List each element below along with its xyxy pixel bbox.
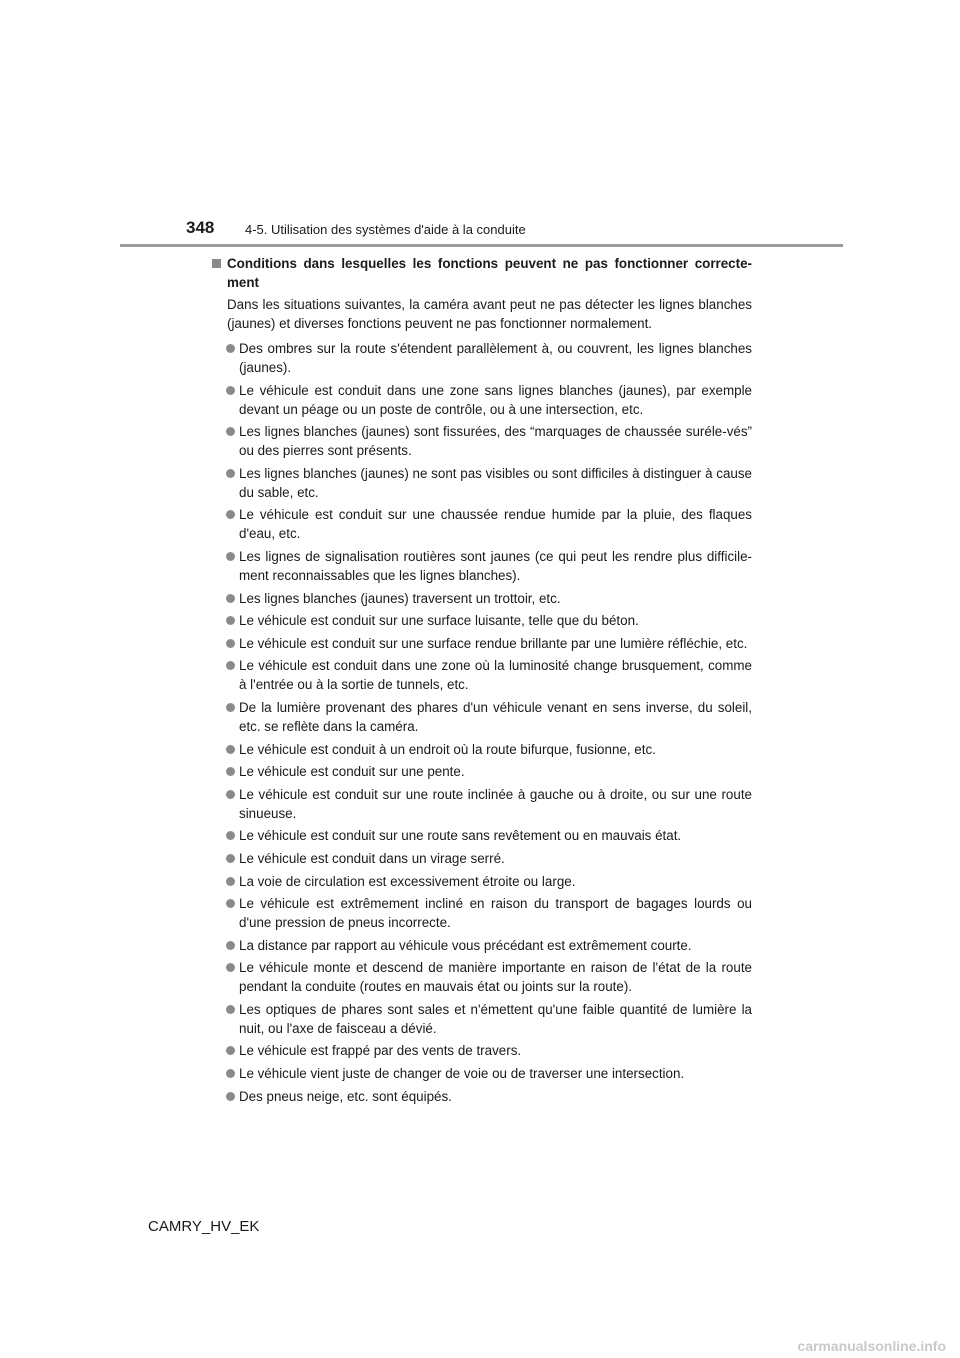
round-bullet-icon	[226, 767, 235, 776]
round-bullet-icon	[226, 941, 235, 950]
section-heading	[212, 254, 752, 292]
round-bullet-icon	[226, 661, 235, 670]
list-item-text: De la lumière provenant des phares d'un véhicule venant en sens inverse, du soleil, etc. se reflète dans la caméra.	[239, 699, 752, 734]
round-bullet-icon	[226, 427, 235, 436]
list-item	[212, 611, 752, 630]
page-number: 348	[186, 218, 215, 237]
list-item	[212, 762, 752, 781]
section-title: 4-5. Utilisation des systèmes d'aide à la conduite	[245, 222, 526, 237]
list-item-text: Le véhicule est conduit sur une route sans revêtement ou en mauvais état.	[239, 828, 682, 844]
list-item	[212, 785, 752, 823]
list-item-text: Les optiques de phares sont sales et n'émettent qu'une faible quantité de lumière la nuit, ou l'axe de faisceau a dévié.	[239, 1001, 752, 1036]
list-item-text: Le véhicule vient juste de changer de voie ou de traverser une intersection.	[239, 1066, 685, 1082]
list-item	[212, 656, 752, 694]
list-item-text: Le véhicule est extrêmement incliné en raison du transport de bagages lourds ou d'une pression de pneus incorrecte.	[239, 896, 752, 931]
list-item	[212, 381, 752, 419]
list-item-text: Le véhicule est conduit dans une zone sans lignes blanches (jaunes), par exemple devant un péage ou un poste de contrôle, ou à une intersection, etc.	[239, 382, 752, 417]
round-bullet-icon	[226, 616, 235, 625]
list-item-text: Le véhicule est conduit dans une zone où la luminosité change brusquement, comme à l'entrée ou à la sortie de tunnels, etc.	[239, 658, 752, 693]
round-bullet-icon	[226, 1005, 235, 1014]
round-bullet-icon	[226, 831, 235, 840]
list-item	[212, 464, 752, 502]
list-item-text: Le véhicule est conduit sur une chaussée rendue humide par la pluie, des flaques d'eau, etc.	[239, 507, 752, 542]
list-item-text: Les lignes blanches (jaunes) traversent un trottoir, etc.	[239, 590, 561, 606]
round-bullet-icon	[226, 344, 235, 353]
list-item	[212, 339, 752, 377]
list-item-text: La voie de circulation est excessivement étroite ou large.	[239, 873, 576, 889]
list-item	[212, 634, 752, 653]
list-item	[212, 872, 752, 891]
round-bullet-icon	[226, 963, 235, 972]
round-bullet-icon	[226, 790, 235, 799]
list-item	[212, 422, 752, 460]
round-bullet-icon	[226, 469, 235, 478]
round-bullet-icon	[226, 899, 235, 908]
round-bullet-icon	[226, 552, 235, 561]
round-bullet-icon	[226, 1092, 235, 1101]
list-item	[212, 589, 752, 608]
page-header	[0, 0, 960, 250]
list-item-text: Les lignes de signalisation routières sont jaunes (ce qui peut les rendre plus difficile-ment reconnaissables que les lignes blanches).	[239, 548, 752, 583]
list-item-text: Le véhicule est conduit sur une route inclinée à gauche ou à droite, ou sur une route sinueuse.	[239, 786, 752, 821]
round-bullet-icon	[226, 745, 235, 754]
section-heading-text: Conditions dans lesquelles les fonctions peuvent ne pas fonctionner correcte-ment	[227, 256, 752, 290]
conditions-list	[212, 339, 752, 1106]
list-item	[212, 826, 752, 845]
square-bullet-icon	[212, 259, 221, 268]
round-bullet-icon	[226, 510, 235, 519]
list-item-text: Le véhicule est conduit sur une surface rendue brillante par une lumière réfléchie, etc.	[239, 635, 748, 651]
list-item-text: Les lignes blanches (jaunes) ne sont pas visibles ou sont difficiles à distinguer à cause du sable, etc.	[239, 465, 752, 500]
list-item-text: Le véhicule est conduit sur une pente.	[239, 764, 465, 780]
list-item-text: Le véhicule est conduit à un endroit où la route bifurque, fusionne, etc.	[239, 741, 656, 757]
list-item	[212, 740, 752, 759]
list-item	[212, 1064, 752, 1083]
round-bullet-icon	[226, 1046, 235, 1055]
list-item-text: Des pneus neige, etc. sont équipés.	[239, 1088, 452, 1104]
intro-paragraph: Dans les situations suivantes, la caméra avant peut ne pas détecter les lignes blanches (jaunes) et diverses fonctions peuvent ne pas fonctionner normalement.	[227, 297, 752, 331]
list-item-text: Le véhicule monte et descend de manière importante en raison de l'état de la route pendant la conduite (routes en mauvais état ou joints sur la route).	[239, 960, 752, 995]
round-bullet-icon	[226, 1069, 235, 1078]
round-bullet-icon	[226, 639, 235, 648]
list-item	[212, 1087, 752, 1106]
list-item-text: Des ombres sur la route s'étendent parallèlement à, ou couvrent, les lignes blanches (jaunes).	[239, 341, 752, 375]
header-divider	[120, 244, 843, 247]
list-item	[212, 1041, 752, 1060]
list-item-text: Le véhicule est conduit sur une surface luisante, telle que du béton.	[239, 613, 639, 629]
main-content	[212, 254, 752, 1109]
list-item-text: Le véhicule est conduit dans un virage serré.	[239, 850, 505, 866]
round-bullet-icon	[226, 854, 235, 863]
list-item-text: Le véhicule est frappé par des vents de travers.	[239, 1043, 522, 1059]
list-item	[212, 849, 752, 868]
list-item	[212, 894, 752, 932]
list-item-text: Les lignes blanches (jaunes) sont fissurées, des “marquages de chaussée suréle-vés” ou des pierres sont présents.	[239, 424, 752, 459]
list-item	[212, 936, 752, 955]
round-bullet-icon	[226, 877, 235, 886]
round-bullet-icon	[226, 703, 235, 712]
round-bullet-icon	[226, 386, 235, 395]
list-item	[212, 1000, 752, 1038]
watermark: carmanualsonline.info	[797, 1338, 946, 1354]
list-item	[212, 698, 752, 736]
list-item	[212, 958, 752, 996]
round-bullet-icon	[226, 594, 235, 603]
list-item-text: La distance par rapport au véhicule vous précédant est extrêmement courte.	[239, 937, 692, 953]
list-item	[212, 547, 752, 585]
footer-model-code: CAMRY_HV_EK	[148, 1218, 260, 1235]
list-item	[212, 505, 752, 543]
